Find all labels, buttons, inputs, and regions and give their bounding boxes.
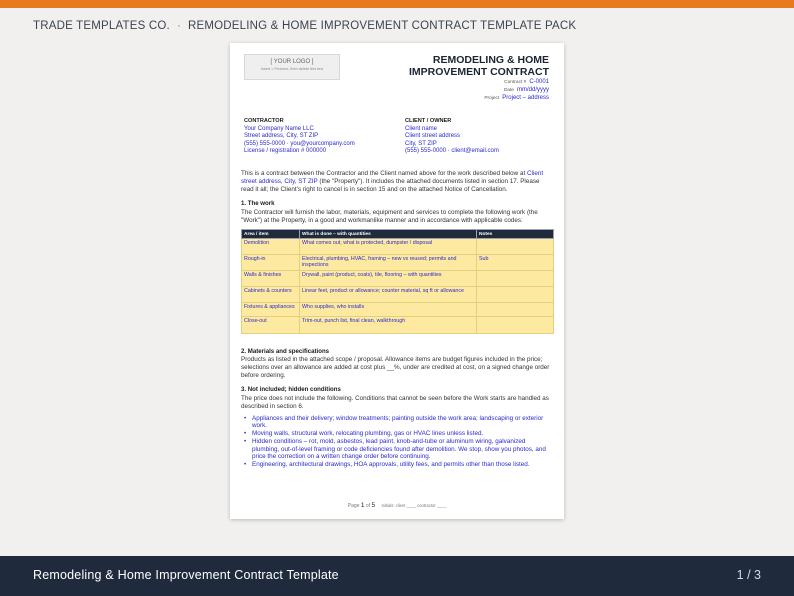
page-number: 1 xyxy=(360,502,365,509)
pack-title: REMODELING & HOME IMPROVEMENT CONTRACT TEMPLATE PACK xyxy=(187,20,577,32)
top-header xyxy=(33,20,576,32)
logo-placeholder xyxy=(244,54,340,80)
exclusions-list xyxy=(244,415,554,469)
cell-what[interactable]: Electrical, plumbing, HVAC, framing – new vs reused; permits and inspections xyxy=(300,255,477,271)
client-block: CLIENT / OWNER Client name Client street address City, ST ZIP (555) 555-0000 · client@email.com xyxy=(405,118,555,156)
client-phone[interactable]: (555) 555-0000 xyxy=(405,148,447,155)
contract-number[interactable]: C-0001 xyxy=(529,79,549,85)
table-header-row xyxy=(242,230,554,239)
client-heading: CLIENT / OWNER xyxy=(405,118,452,124)
cell-area[interactable]: Demolition xyxy=(242,239,300,255)
client-city[interactable]: City, ST ZIP xyxy=(405,140,437,147)
contractor-heading: CONTRACTOR xyxy=(244,118,284,124)
header-separator: · xyxy=(176,20,181,32)
project-value[interactable]: Project – address xyxy=(502,95,549,101)
logo-label: [ YOUR LOGO ] xyxy=(270,59,314,65)
list-item[interactable]: • Moving walls, structural work, relocating plumbing, gas or HVAC lines unless listed. xyxy=(244,430,484,438)
title-line-1: REMODELING & HOME xyxy=(432,54,549,66)
logo-hint: Insert > Pictures, then delete this text xyxy=(260,67,324,71)
col-header-notes: Notes xyxy=(477,230,554,239)
cell-notes[interactable]: Sub xyxy=(477,255,554,271)
cell-what[interactable]: Linear feet, product or allowance; counter material, sq ft or allowance xyxy=(300,287,477,303)
table-row xyxy=(242,239,554,255)
bottom-bar xyxy=(0,556,794,596)
cell-what[interactable]: What comes out, what is protected, dumpster / disposal xyxy=(300,239,477,255)
section-2-text[interactable]: Products as listed in the attached scope / proposal. Allowance items are budget figures included in the price; selections over an allowance are added at cost plus __%, under are credited at cost, on a signed change order before ordering. xyxy=(241,356,550,379)
cell-notes[interactable] xyxy=(477,239,554,255)
contractor-address[interactable]: Street address, City, ST ZIP xyxy=(244,133,319,140)
cell-what[interactable]: Trim-out, punch list, final clean, walkthrough xyxy=(300,317,477,334)
section-3-heading: 3. Not included; hidden conditions xyxy=(241,386,341,393)
table-row xyxy=(242,255,554,271)
brand-name: TRADE TEMPLATES CO. xyxy=(33,20,170,32)
intro-paragraph: This is a contract between the Contractor and the Client named above for the work described below at Client street address, City, ST ZIP (the "Property"). It includes the attached documents listed in section 17. Please read it all; the Client's right to cancel is in section 15 and on the attached Notice of Cancellation. xyxy=(241,170,544,193)
cell-what[interactable]: Drywall, paint (product, coats), tile, flooring – with quantities xyxy=(300,271,477,287)
table-row xyxy=(242,271,554,287)
accent-bar xyxy=(0,0,794,8)
cell-notes[interactable] xyxy=(477,271,554,287)
col-header-what: What is done – with quantities xyxy=(300,230,477,239)
page-footer: Page 1 of 5 Initials: client ____ contractor ____ xyxy=(347,502,447,509)
bullet-icon: • xyxy=(244,461,247,469)
section-2-heading: 2. Materials and specifications xyxy=(241,348,330,355)
title-line-2: IMPROVEMENT CONTRACT xyxy=(409,65,549,78)
cell-notes[interactable] xyxy=(477,287,554,303)
contractor-block: CONTRACTOR Your Company Name LLC Street address, City, ST ZIP (555) 555-0000 · you@yourcompany.com License / registration # 000000 xyxy=(244,118,394,156)
cell-area[interactable]: Walls & finishes xyxy=(242,271,300,287)
contractor-license[interactable]: License / registration # 000000 xyxy=(244,148,327,155)
list-item[interactable]: • Hidden conditions – rot, mold, asbestos, lead paint, knob-and-tube or aluminum wiring, galvanized plumbing, out-of-level framing or code deficiencies found after demolition. We stop, show you photos, and price the correction on a written change order before continuing. xyxy=(244,438,546,461)
date-label: Date xyxy=(503,88,514,93)
bullet-icon: • xyxy=(244,415,247,422)
initials-line[interactable]: Initials: client ____ contractor ____ xyxy=(381,503,447,508)
cell-area[interactable]: Fixtures & appliances xyxy=(242,303,300,317)
section-1-text: The Contractor will furnish the labor, materials, equipment and services to complete the following work (the "Work") at the Property, in a good and workmanlike manner and in accordance with applicable codes: xyxy=(241,209,538,224)
document-title xyxy=(409,55,549,78)
document-page xyxy=(230,43,564,519)
property-address[interactable]: Client street address, City, ST ZIP xyxy=(241,170,544,185)
product-title: Remodeling & Home Improvement Contract Template xyxy=(33,568,339,582)
cell-notes[interactable] xyxy=(477,303,554,317)
client-email[interactable]: client@email.com xyxy=(451,148,499,155)
contractor-phone[interactable]: (555) 555-0000 xyxy=(244,140,286,147)
section-1-heading: 1. The work xyxy=(241,200,275,207)
client-address[interactable]: Client street address xyxy=(405,133,461,140)
table-row xyxy=(242,303,554,317)
list-item[interactable]: • Engineering, architectural drawings, HOA approvals, utility fees, and permits other than those listed. xyxy=(244,461,530,469)
cell-area[interactable]: Rough-in xyxy=(242,255,300,271)
contract-label: Contract # xyxy=(504,80,527,85)
contractor-name[interactable]: Your Company Name LLC xyxy=(244,125,314,132)
page-total: 5 xyxy=(371,502,376,509)
list-item[interactable]: • Appliances and their delivery; window treatments; painting outside the work area; landscaping or exterior work. xyxy=(244,415,544,430)
client-name[interactable]: Client name xyxy=(405,125,438,132)
meta-date xyxy=(504,87,549,94)
cell-notes[interactable] xyxy=(477,317,554,334)
bullet-icon: • xyxy=(244,430,247,438)
cell-area[interactable]: Cabinets & counters xyxy=(242,287,300,303)
table-row xyxy=(242,317,554,334)
bullet-icon: • xyxy=(244,438,247,446)
cell-area[interactable]: Close-out xyxy=(242,317,300,334)
slide-counter[interactable]: 1 / 3 xyxy=(736,568,761,582)
project-label: Project xyxy=(484,96,500,101)
contractor-email[interactable]: you@yourcompany.com xyxy=(290,140,355,147)
work-table xyxy=(241,229,554,334)
table-row xyxy=(242,287,554,303)
meta-contract xyxy=(504,79,549,86)
col-header-area: Area / item xyxy=(242,230,300,239)
cell-what[interactable]: Who supplies, who installs xyxy=(300,303,477,317)
section-3-text: The price does not include the following. Conditions that cannot be seen before the Work starts are handled as described in section 6. xyxy=(241,395,549,410)
date-value[interactable]: mm/dd/yyyy xyxy=(516,87,549,93)
meta-project xyxy=(484,95,549,102)
